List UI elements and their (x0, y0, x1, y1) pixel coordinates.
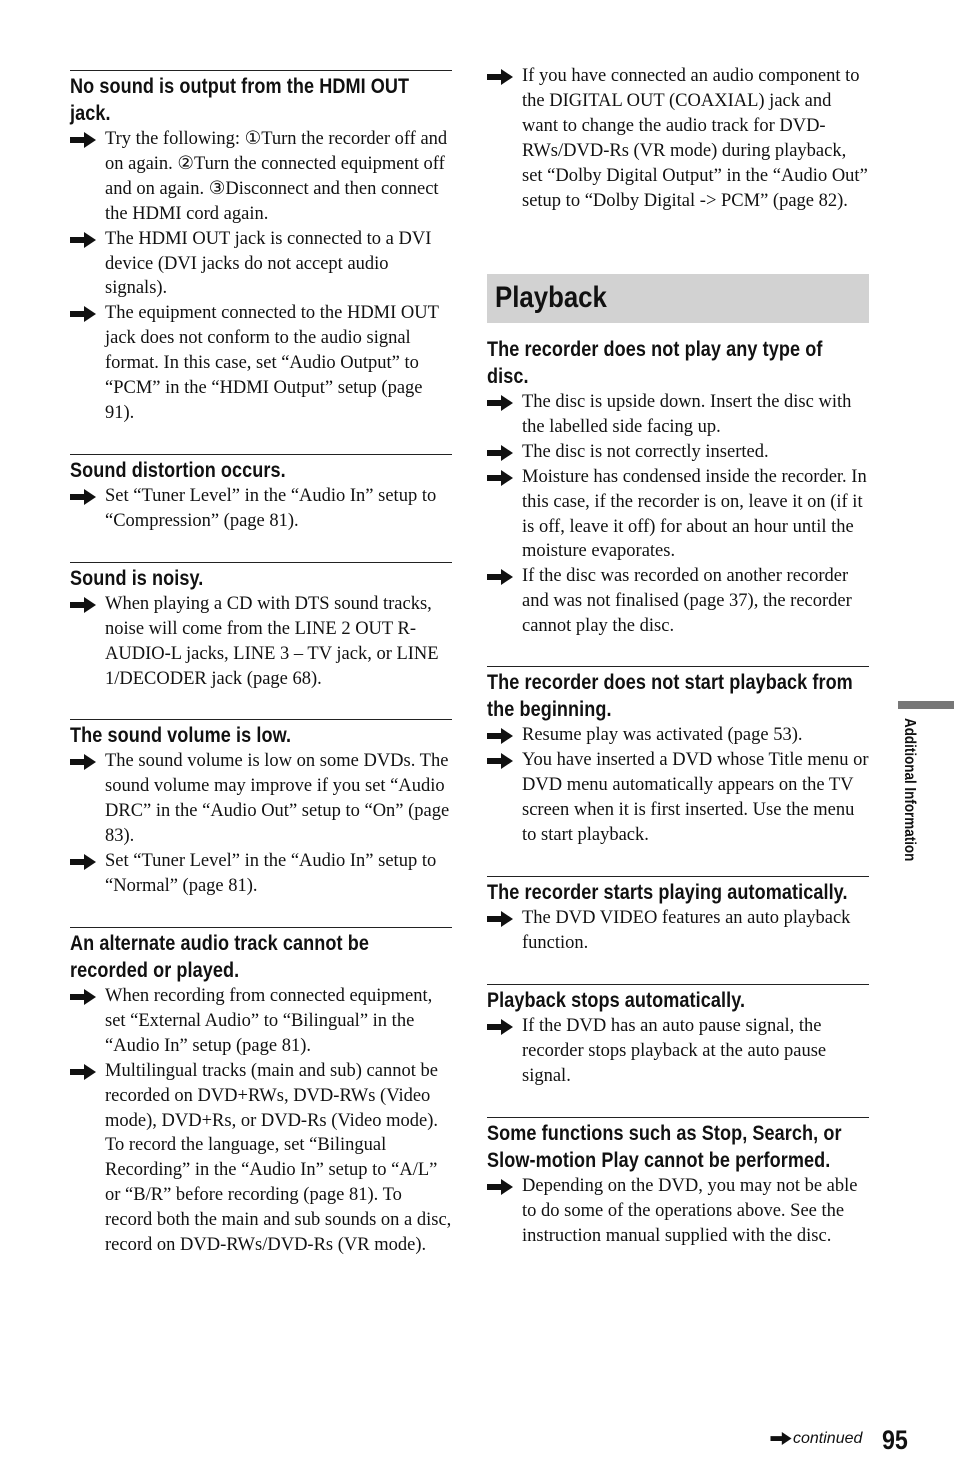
section-heading: The recorder does not start playback from the beginning. (487, 671, 853, 721)
list-item: If you have connected an audio component to the DIGITAL OUT (COAXIAL) jack and want to change the audio track for DVD-RWs/DVD-Rs (VR mode) during playback, set “Dolby Digital Output” in the “Audio Out” setup to “Dolby Digital -> PCM” (page 82). (487, 64, 869, 213)
arrow-icon (770, 1432, 792, 1445)
arrow-icon (70, 597, 96, 613)
section-alternate-audio (70, 927, 452, 1258)
section-not-from-beginning (487, 666, 869, 848)
arrow-icon (487, 753, 513, 769)
arrow-icon (70, 1064, 96, 1080)
list-item: Multilingual tracks (main and sub) cannot be recorded on DVD+RWs, DVD-RWs (Video mode), DVD+Rs, or DVD-Rs (Video mode). To record the language, set “Bilingual Recording” in the “Audio In” setup to “A/L” or “B/R” before recording (page 81). To record both the main and sub sounds on a disc, record on DVD-RWs/DVD-Rs (VR mode). (70, 1059, 452, 1258)
section-functions-unavailable (487, 1117, 869, 1249)
section-heading: The recorder starts playing automatically. (487, 881, 848, 904)
section-title: Playback (495, 281, 607, 314)
list-item: When playing a CD with DTS sound tracks, noise will come from the LINE 2 OUT R-AUDIO-L jacks, LINE 3 – TV jack, or LINE 1/DECODER jack (page 68). (70, 592, 452, 692)
divider (487, 666, 869, 667)
section-heading: Sound is noisy. (70, 567, 204, 590)
divider (70, 562, 452, 563)
list-item: The sound volume is low on some DVDs. The sound volume may improve if you set “Audio DRC” in the “Audio Out” setup to “On” (page 83). (70, 749, 452, 849)
divider (70, 927, 452, 928)
list-item: The HDMI OUT jack is connected to a DVI device (DVI jacks do not accept audio signals). (70, 227, 452, 302)
section-heading: Playback stops automatically. (487, 989, 746, 1012)
divider (70, 454, 452, 455)
list-item: If the disc was recorded on another recorder and was not finalised (page 37), the recorder cannot play the disc. (487, 564, 869, 639)
arrow-icon (487, 728, 513, 744)
section-heading: The recorder does not play any type of disc. (487, 338, 823, 388)
arrow-icon (70, 854, 96, 870)
divider (487, 984, 869, 985)
arrow-icon (487, 69, 513, 85)
section-sound-noisy (70, 562, 452, 692)
arrow-icon (70, 132, 96, 148)
continued-indicator (770, 1428, 870, 1450)
list-item: Depending on the DVD, you may not be able to do some of the operations above. See the instruction manual supplied with the disc. (487, 1174, 869, 1249)
section-banner (487, 274, 869, 323)
section-sound-distortion (70, 454, 452, 534)
list-item: The DVD VIDEO features an auto playback function. (487, 906, 869, 956)
section-starts-automatically (487, 876, 869, 956)
arrow-icon (487, 395, 513, 411)
section-heading: No sound is output from the HDMI OUT jack. (70, 75, 410, 125)
side-tab-bar (898, 701, 954, 709)
section-heading: An alternate audio track cannot be recorded or played. (70, 932, 369, 982)
list-item: Set “Tuner Level” in the “Audio In” setup to “Compression” (page 81). (70, 484, 452, 534)
arrow-icon (70, 754, 96, 770)
section-heading: Sound distortion occurs. (70, 459, 286, 482)
section-heading: Some functions such as Stop, Search, or Slow-motion Play cannot be performed. (487, 1122, 842, 1172)
list-item: Try the following: ①Turn the recorder off and on again. ②Turn the connected equipment off and on again. ③Disconnect and then connect the HDMI cord again. (70, 127, 452, 227)
list-item: If the DVD has an auto pause signal, the recorder stops playback at the auto pause signal. (487, 1014, 869, 1089)
list-item: Resume play was activated (page 53). (487, 723, 869, 748)
list-item: The disc is upside down. Insert the disc with the labelled side facing up. (487, 390, 869, 440)
arrow-icon (487, 1179, 513, 1195)
continued-item (487, 64, 869, 213)
arrow-icon (487, 470, 513, 486)
list-item: You have inserted a DVD whose Title menu or DVD menu automatically appears on the TV screen when it is first inserted. Use the menu to start playback. (487, 748, 869, 848)
section-volume-low (70, 719, 452, 898)
divider (487, 1117, 869, 1118)
section-no-play (487, 336, 869, 639)
arrow-icon (70, 489, 96, 505)
arrow-icon (487, 1019, 513, 1035)
list-item: The disc is not correctly inserted. (487, 440, 869, 465)
divider (70, 70, 452, 71)
list-item: The equipment connected to the HDMI OUT jack does not conform to the audio signal format. In this case, set “Audio Output” to “PCM” in the “HDMI Output” setup (page 91). (70, 301, 452, 426)
list-item: Moisture has condensed inside the recorder. In this case, if the recorder is on, leave it on (if it is off, leave it off) for about an hour until the moisture evaporates. (487, 465, 869, 565)
continued-label: continued (793, 1430, 863, 1447)
side-tab-label: Additional Information (901, 718, 918, 862)
section-no-hdmi-sound (70, 70, 452, 426)
divider (487, 876, 869, 877)
section-stops-automatically (487, 984, 869, 1089)
arrow-icon (70, 306, 96, 322)
arrow-icon (487, 911, 513, 927)
divider (70, 719, 452, 720)
arrow-icon (487, 445, 513, 461)
section-heading: The sound volume is low. (70, 724, 292, 747)
arrow-icon (70, 232, 96, 248)
list-item: Set “Tuner Level” in the “Audio In” setup to “Normal” (page 81). (70, 849, 452, 899)
page-number: 95 (882, 1425, 908, 1455)
arrow-icon (487, 569, 513, 585)
arrow-icon (70, 989, 96, 1005)
list-item: When recording from connected equipment, set “External Audio” to “Bilingual” in the “Audio In” setup (page 81). (70, 984, 452, 1059)
